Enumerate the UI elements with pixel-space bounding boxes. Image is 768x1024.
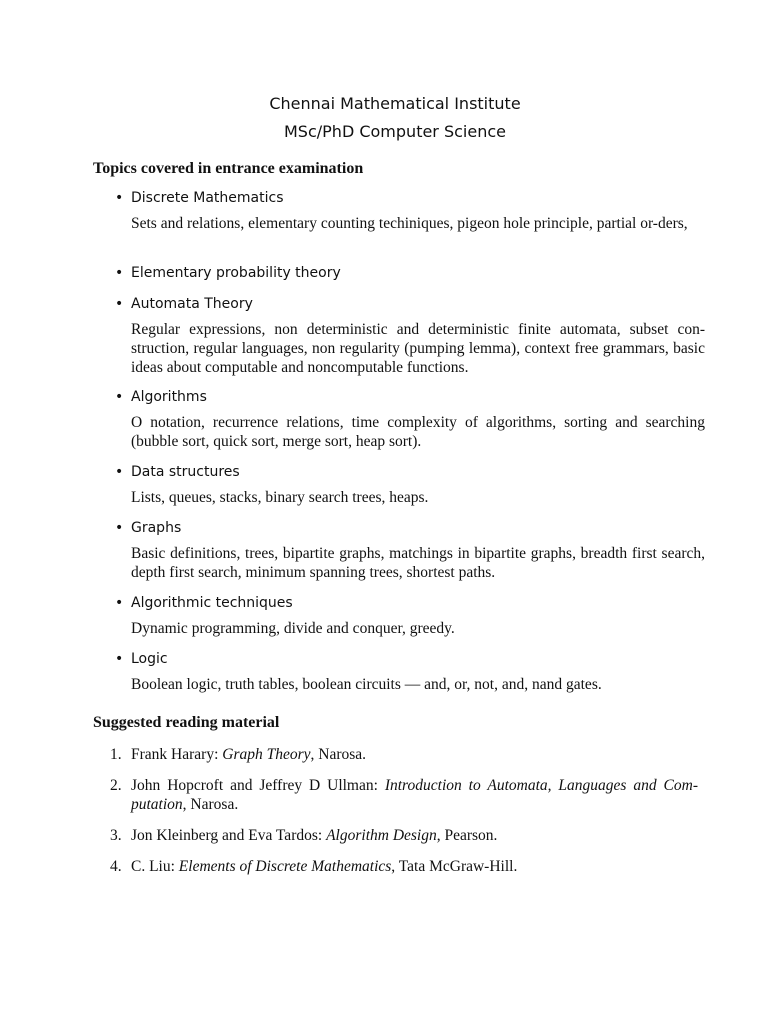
topic-name	[115, 519, 705, 538]
program-name: MSc/PhD Computer Science	[284, 122, 506, 141]
topic-title: Algorithms	[131, 389, 207, 405]
reference-authors: Frank Harary:	[131, 746, 223, 763]
reference-book-title: Graph Theory	[222, 746, 311, 763]
reference-item	[110, 826, 698, 845]
topics-heading: Topics covered in entrance examination	[93, 160, 364, 177]
topic-description: Dynamic programming, divide and conquer, greedy.	[131, 620, 455, 637]
topic-item	[115, 295, 705, 377]
topic-description: Sets and relations, elementary counting techiniques, pigeon hole principle, partial or-ders,	[131, 215, 688, 232]
reference-book-title: Elements of Discrete Mathematics	[178, 858, 392, 875]
bullet-icon: •	[115, 296, 124, 312]
reference-item	[110, 776, 698, 814]
topic-description: Basic definitions, trees, bipartite graphs, matchings in bipartite graphs, breadth first search, depth first search, minimum spanning trees, shortest paths.	[131, 545, 705, 581]
topic-name	[115, 388, 705, 407]
topic-description: Lists, queues, stacks, binary search trees, heaps.	[131, 489, 429, 506]
bullet-icon: •	[115, 464, 124, 480]
topic-item	[115, 264, 705, 283]
topic-description: Regular expressions, non deterministic and deterministic finite automata, subset con-struction, regular languages, non regularity (pumping lemma), context free grammars, basic ideas about computable and noncomputable functions.	[131, 321, 705, 376]
reference-number: 3.	[110, 827, 122, 844]
reference-publisher: , Tata McGraw-Hill.	[391, 858, 518, 875]
reference-item	[110, 857, 698, 876]
topic-item	[115, 189, 705, 233]
topic-title: Elementary probability theory	[131, 265, 341, 281]
topic-item	[115, 650, 705, 694]
reference-text	[131, 857, 698, 876]
reference-authors: John Hopcroft and Jeffrey D Ullman:	[131, 777, 385, 794]
topic-item	[115, 463, 705, 507]
topic-title: Data structures	[131, 464, 240, 480]
topic-title: Algorithmic techniques	[131, 595, 293, 611]
topic-name	[115, 264, 705, 283]
reference-number: 4.	[110, 858, 122, 875]
topic-item	[115, 388, 705, 451]
topic-item	[115, 519, 705, 582]
topic-title: Logic	[131, 651, 168, 667]
topic-description: O notation, recurrence relations, time complexity of algorithms, sorting and searching (bubble sort, quick sort, merge sort, heap sort).	[131, 414, 705, 450]
reference-text	[131, 826, 698, 845]
bullet-icon: •	[115, 520, 124, 536]
reference-publisher: , Pearson.	[436, 827, 498, 844]
reference-text	[131, 776, 698, 814]
topic-name	[115, 463, 705, 482]
reading-heading: Suggested reading material	[93, 714, 280, 731]
reference-number: 2.	[110, 777, 122, 794]
topic-title: Automata Theory	[131, 296, 253, 312]
reference-text	[131, 745, 698, 764]
bullet-icon: •	[115, 595, 124, 611]
reference-book-title: Introduction to Automata, Languages and Com-putation	[131, 777, 698, 813]
topic-name	[115, 594, 705, 613]
reference-publisher: , Narosa.	[310, 746, 367, 763]
reference-item	[110, 745, 698, 764]
title-block	[0, 90, 768, 146]
topic-name	[115, 189, 705, 208]
topic-title: Graphs	[131, 520, 182, 536]
topic-description: Boolean logic, truth tables, boolean circuits — and, or, not, and, nand gates.	[131, 676, 602, 693]
topic-title: Discrete Mathematics	[131, 190, 284, 206]
topic-item	[115, 594, 705, 638]
reference-book-title: Algorithm Design	[326, 827, 437, 844]
bullet-icon: •	[115, 190, 124, 206]
bullet-icon: •	[115, 651, 124, 667]
institute-name: Chennai Mathematical Institute	[269, 94, 521, 113]
bullet-icon: •	[115, 389, 124, 405]
reference-authors: C. Liu:	[131, 858, 179, 875]
bullet-icon: •	[115, 265, 124, 281]
reference-number: 1.	[110, 746, 122, 763]
topic-name	[115, 295, 705, 314]
reference-authors: Jon Kleinberg and Eva Tardos:	[131, 827, 327, 844]
reference-publisher: , Narosa.	[182, 796, 239, 813]
topic-name	[115, 650, 705, 669]
